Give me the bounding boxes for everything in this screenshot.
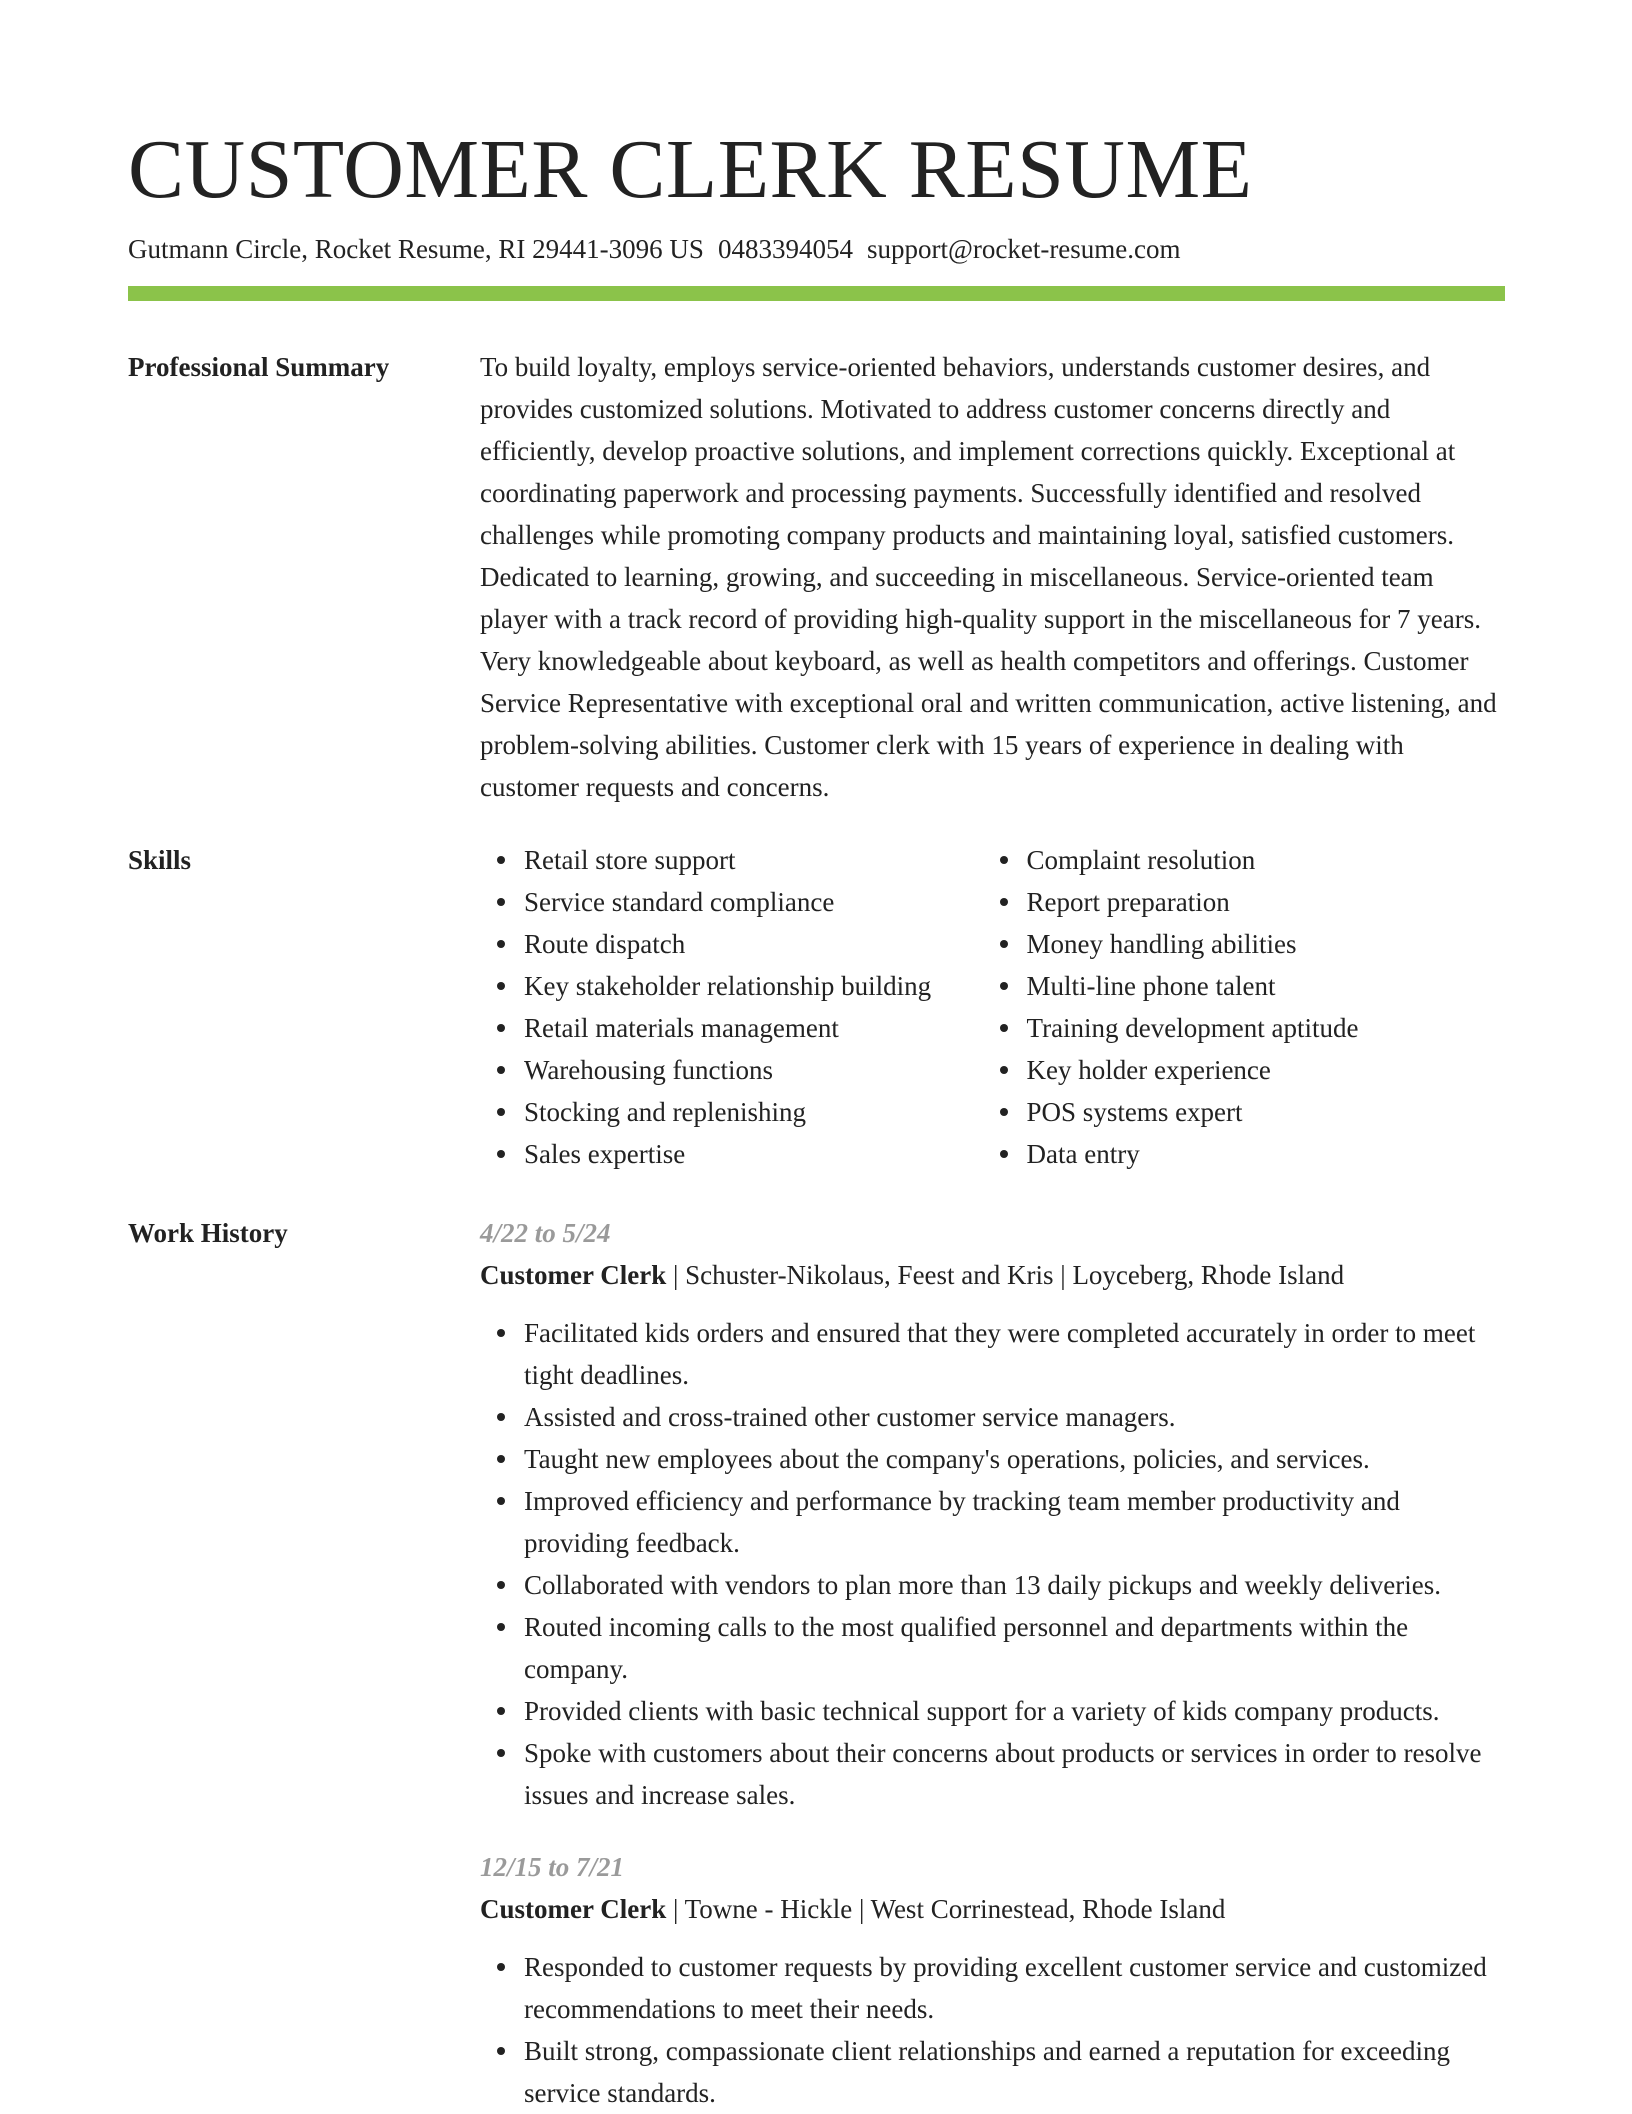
skill-item: Retail materials management [524, 1007, 983, 1049]
skill-item: Stocking and replenishing [524, 1091, 983, 1133]
job-separator: | [666, 1260, 686, 1290]
job-entry [480, 1846, 1505, 2114]
skill-item: POS systems expert [1027, 1091, 1505, 1133]
skills-list-left [480, 839, 983, 1175]
job-dates: 4/22 to 5/24 [480, 1218, 611, 1248]
job-duty: Responded to customer requests by providing excellent customer service and customized recommendations to meet their needs. [524, 1946, 1505, 2030]
job-separator: | [666, 1894, 685, 1924]
skill-item: Complaint resolution [1027, 839, 1505, 881]
contact-line [128, 231, 1181, 267]
job-location: West Corrinestead, Rhode Island [870, 1894, 1226, 1924]
skills-heading: Skills [128, 845, 192, 875]
skill-item: Retail store support [524, 839, 983, 881]
contact-address: Gutmann Circle, Rocket Resume, RI 29441-3096 US [128, 234, 704, 264]
skill-item: Multi-line phone talent [1027, 965, 1505, 1007]
job-duty: Collaborated with vendors to plan more than 13 daily pickups and weekly deliveries. [524, 1564, 1505, 1606]
skill-item: Data entry [1027, 1133, 1505, 1175]
job-heading-line [480, 1254, 1505, 1296]
skill-item: Money handling abilities [1027, 923, 1505, 965]
work-history-heading: Work History [128, 1218, 288, 1248]
job-duty: Provided clients with basic technical support for a variety of kids company products. [524, 1690, 1505, 1732]
skills-list-right [983, 839, 1505, 1175]
skill-item: Sales expertise [524, 1133, 983, 1175]
job-heading-line [480, 1888, 1505, 1930]
skill-item: Key stakeholder relationship building [524, 965, 983, 1007]
job-location: Loyceberg, Rhode Island [1072, 1260, 1345, 1290]
header-divider [128, 286, 1505, 301]
contact-email: support@rocket-resume.com [867, 234, 1181, 264]
skills-body [480, 839, 1505, 1175]
job-duty: Assisted and cross-trained other customer service managers. [524, 1396, 1505, 1438]
job-dates: 12/15 to 7/21 [480, 1852, 625, 1882]
job-company: Towne - Hickle [684, 1894, 853, 1924]
job-title: Customer Clerk [480, 1260, 667, 1290]
job-duty: Taught new employees about the company's operations, policies, and services. [524, 1438, 1505, 1480]
skill-item: Report preparation [1027, 881, 1505, 923]
job-entry [480, 1212, 1505, 1816]
job-duty: Built strong, compassionate client relationships and earned a reputation for exceeding service standards. [524, 2030, 1505, 2114]
job-duty: Facilitated kids orders and ensured that they were completed accurately in order to meet tight deadlines. [524, 1312, 1505, 1396]
skill-item: Training development aptitude [1027, 1007, 1505, 1049]
job-separator: | [852, 1894, 871, 1924]
skill-item: Key holder experience [1027, 1049, 1505, 1091]
job-separator: | [1053, 1260, 1073, 1290]
skill-item: Warehousing functions [524, 1049, 983, 1091]
summary-heading: Professional Summary [128, 352, 390, 382]
summary-text: To build loyalty, employs service-oriented behaviors, understands customer desires, and provides customized solutions. Motivated to address customer concerns directly and efficiently, develop proactive solutions, and implement corrections quickly. Exceptional at coordinating paperwork and processing payments. Successfully identified and resolved challenges while promoting company products and maintaining loyal, satisfied customers. Dedicated to learning, growing, and succeeding in miscellaneous. Service-oriented team player with a track record of providing high-quality support in the miscellaneous for 7 years. Very knowledgeable about keyboard, as well as health competitors and offerings. Customer Service Representative with exceptional oral and written communication, active listening, and problem-solving abilities. Customer clerk with 15 years of experience in dealing with customer requests and concerns. [480, 352, 1497, 802]
work-history-body [480, 1212, 1505, 2114]
contact-phone: 0483394054 [717, 234, 853, 264]
resume-title: CUSTOMER CLERK RESUME [128, 123, 1253, 216]
skill-item: Service standard compliance [524, 881, 983, 923]
job-title: Customer Clerk [480, 1894, 667, 1924]
job-duty: Improved efficiency and performance by tracking team member productivity and providing feedback. [524, 1480, 1505, 1564]
skill-item: Route dispatch [524, 923, 983, 965]
job-duties-list [480, 1312, 1505, 1816]
job-company: Schuster-Nikolaus, Feest and Kris [685, 1260, 1054, 1290]
summary-body [480, 346, 1505, 808]
skills-columns [480, 839, 1505, 1175]
job-duty: Routed incoming calls to the most qualified personnel and departments within the company. [524, 1606, 1505, 1690]
job-duty: Spoke with customers about their concerns about products or services in order to resolve issues and increase sales. [524, 1732, 1505, 1816]
job-duties-list [480, 1946, 1505, 2114]
